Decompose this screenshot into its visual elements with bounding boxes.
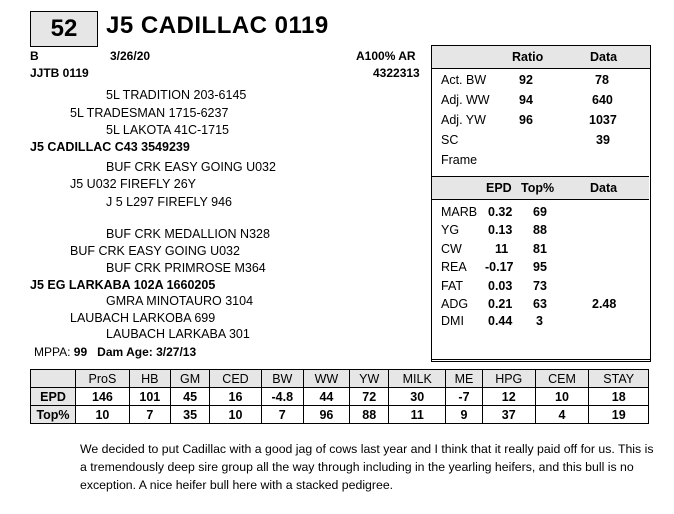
top-hpg: 37 [482, 406, 535, 424]
epd-milk: 30 [389, 388, 446, 406]
carcass-label-dmi: DMI [441, 314, 464, 328]
carcass-epd-cw: 11 [495, 242, 509, 256]
epd-ww: 44 [303, 388, 349, 406]
col-hpg: HPG [482, 370, 535, 388]
top-milk: 11 [389, 406, 446, 424]
col-cem: CEM [535, 370, 589, 388]
col-hb: HB [129, 370, 170, 388]
perf-ratio-ww: 94 [519, 93, 533, 107]
col-stay: STAY [589, 370, 649, 388]
pedigree-dam-sire: BUF CRK EASY GOING U032 [70, 244, 240, 258]
perf-label-bw: Act. BW [441, 73, 487, 87]
comment-text: We decided to put Cadillac with a good jag of cows last year and I think that it really paid off for us. This is a tremendously deep sire group all the way through including in the yearling heifers, and this bull is no exception. A nice heifer bull here with a stacked pedigree. [80, 442, 654, 492]
dam-age-value: 3/27/13 [156, 345, 197, 359]
carcass-epd-rea: -0.17 [485, 260, 514, 274]
epd-ced: 16 [210, 388, 261, 406]
col-pros: ProS [76, 370, 130, 388]
top-cem: 4 [535, 406, 589, 424]
pedigree-sire-dam-sire: BUF CRK EASY GOING U032 [106, 160, 276, 174]
epd-header: EPD [486, 181, 512, 195]
pedigree-sire-sire-dam: 5L LAKOTA 41C-1715 [106, 123, 229, 137]
mppa-line [34, 345, 196, 359]
perf-data-yw: 1037 [589, 113, 617, 127]
data-header: Data [590, 50, 618, 64]
carcass-label-cw: CW [441, 242, 462, 256]
carcass-data-header: Data [590, 181, 618, 195]
animal-name: J5 CADILLAC 0119 [106, 12, 329, 39]
lot-number: 52 [30, 11, 98, 47]
top-yw: 88 [349, 406, 389, 424]
pedigree-dam-sire-dam: BUF CRK PRIMROSE M364 [106, 261, 266, 275]
col-me: ME [445, 370, 482, 388]
panel-footer-box [431, 341, 651, 360]
epd-yw: 72 [349, 388, 389, 406]
carcass-data-adg: 2.48 [592, 297, 617, 311]
perf-ratio-yw: 96 [519, 113, 533, 127]
carcass-epd-dmi: 0.44 [488, 314, 513, 328]
registration-type: A100% AR [356, 49, 416, 63]
top-row [31, 406, 649, 424]
pedigree-dam-dam-dam: LAUBACH LARKABA 301 [106, 327, 250, 341]
pedigree-sire: J5 CADILLAC C43 3549239 [30, 140, 190, 154]
perf-label-yw: Adj. YW [441, 113, 486, 127]
top-pros: 10 [76, 406, 130, 424]
col-yw: YW [349, 370, 389, 388]
carcass-label-adg: ADG [441, 297, 469, 311]
carcass-top-marb: 69 [533, 205, 547, 219]
pedigree-sire-sire: 5L TRADESMAN 1715-6237 [70, 106, 229, 120]
performance-header [432, 46, 650, 69]
sex: B [30, 49, 39, 63]
pedigree-dam-sire-sire: BUF CRK MEDALLION N328 [106, 227, 270, 241]
top-ww: 96 [303, 406, 349, 424]
epd-gm: 45 [170, 388, 210, 406]
col-bw: BW [261, 370, 303, 388]
top-gm: 35 [170, 406, 210, 424]
carcass-epd-yg: 0.13 [488, 223, 513, 237]
top-stay: 19 [589, 406, 649, 424]
perf-label-frame: Frame [441, 153, 478, 167]
header-corner [31, 370, 76, 388]
perf-label-ww: Adj. WW [441, 93, 490, 107]
top-hb: 7 [129, 406, 170, 424]
carcass-top-rea: 95 [533, 260, 547, 274]
epd-bw: -4.8 [261, 388, 303, 406]
carcass-top-dmi: 3 [536, 314, 543, 328]
top-header: Top% [521, 181, 555, 195]
pedigree-dam-dam-sire: GMRA MINOTAURO 3104 [106, 294, 254, 308]
tattoo: JJTB 0119 [30, 66, 89, 80]
perf-ratio-bw: 92 [519, 73, 533, 87]
col-ww: WW [303, 370, 349, 388]
epd-row [31, 388, 649, 406]
carcass-epd-adg: 0.21 [488, 297, 513, 311]
top-me: 9 [445, 406, 482, 424]
epd-hpg: 12 [482, 388, 535, 406]
perf-data-bw: 78 [595, 73, 609, 87]
carcass-label-yg: YG [441, 223, 460, 237]
pedigree-sire-sire-sire: 5L TRADITION 203-6145 [106, 88, 247, 102]
pedigree-dam-dam: LAUBACH LARKOBA 699 [70, 311, 216, 325]
top-row-label: Top% [31, 406, 76, 424]
perf-data-ww: 640 [592, 93, 613, 107]
epd-table [30, 369, 649, 424]
col-gm: GM [170, 370, 210, 388]
reg-number: 4322313 [373, 66, 420, 80]
col-ced: CED [210, 370, 261, 388]
carcass-top-yg: 88 [533, 223, 547, 237]
epd-pros: 146 [76, 388, 130, 406]
birth-date: 3/26/20 [110, 49, 151, 63]
carcass-label-marb: MARB [441, 205, 478, 219]
carcass-epd-fat: 0.03 [488, 279, 513, 293]
col-milk: MILK [389, 370, 446, 388]
ratio-header: Ratio [512, 50, 544, 64]
carcass-epd-marb: 0.32 [488, 205, 513, 219]
mppa-value: 99 [73, 345, 88, 359]
mppa-label: MPPA: [34, 345, 71, 359]
carcass-label-fat: FAT [441, 279, 463, 293]
pedigree-sire-dam: J5 U032 FIREFLY 26Y [70, 177, 196, 191]
carcass-top-fat: 73 [533, 279, 547, 293]
epd-table-header [31, 370, 649, 388]
carcass-top-cw: 81 [533, 242, 547, 256]
epd-me: -7 [445, 388, 482, 406]
epd-hb: 101 [129, 388, 170, 406]
pedigree-dam: J5 EG LARKABA 102A 1660205 [30, 278, 216, 292]
perf-data-sc: 39 [596, 133, 610, 147]
epd-row-label: EPD [31, 388, 76, 406]
perf-label-sc: SC [441, 133, 459, 147]
dam-age-label: Dam Age: [97, 345, 153, 359]
top-bw: 7 [261, 406, 303, 424]
epd-stay: 18 [589, 388, 649, 406]
carcass-label-rea: REA [441, 260, 467, 274]
carcass-top-adg: 63 [533, 297, 547, 311]
epd-cem: 10 [535, 388, 589, 406]
pedigree-sire-dam-dam: J 5 L297 FIREFLY 946 [106, 195, 233, 209]
top-ced: 10 [210, 406, 261, 424]
